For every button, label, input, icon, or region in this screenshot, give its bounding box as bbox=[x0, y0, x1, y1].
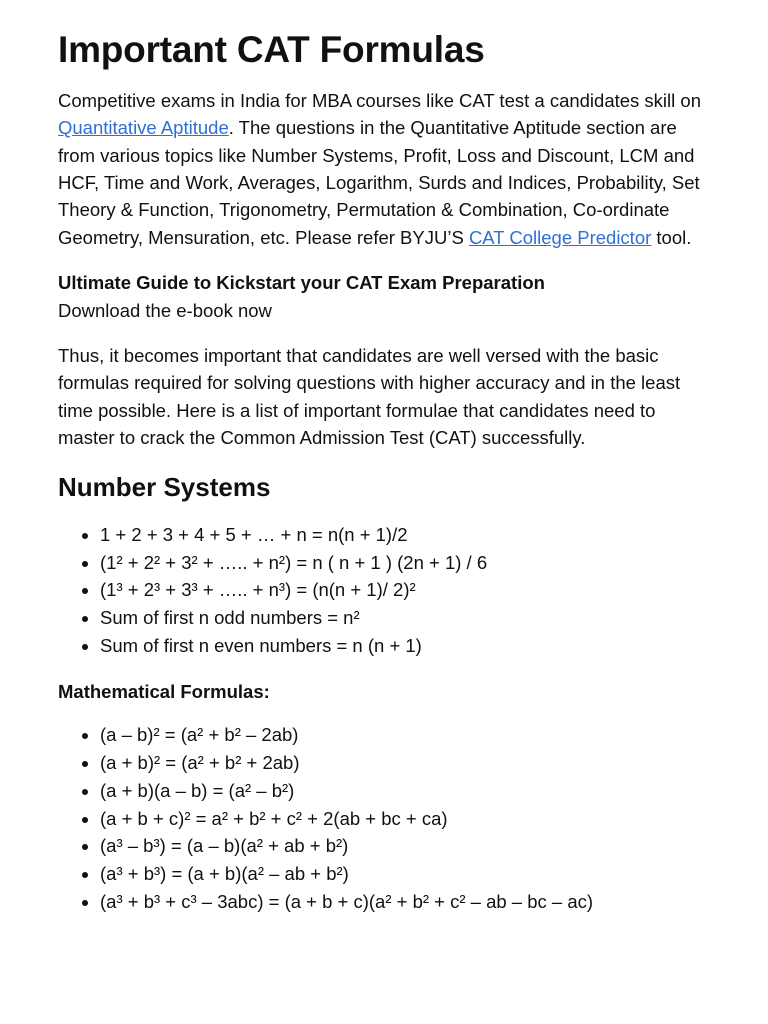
intro-paragraph bbox=[58, 87, 710, 251]
cat-college-predictor-link[interactable]: CAT College Predictor bbox=[468, 226, 652, 248]
ebook-download-text: Download the e-book now bbox=[58, 299, 272, 321]
list-item: • (a³ + b³ + c³ – 3abc) = (a + b + c)(a² + b² + c² – ab – bc – ac) bbox=[100, 888, 710, 916]
list-item: • (a + b + c)² = a² + b² + c² + 2(ab + bc + ca) bbox=[100, 805, 710, 833]
list-item: • Sum of first n odd numbers = n² bbox=[100, 604, 710, 632]
intro-text-1: Competitive exams in India for MBA courses like CAT test a candidates skill on bbox=[58, 89, 701, 111]
quantitative-aptitude-link[interactable]: Quantitative Aptitude bbox=[58, 117, 229, 139]
list-item: • Sum of first n even numbers = n (n + 1) bbox=[100, 632, 710, 660]
list-item: • (a – b)² = (a² + b² – 2ab) bbox=[100, 721, 710, 749]
list-item: • (a³ – b³) = (a – b)(a² + ab + b²) bbox=[100, 832, 710, 860]
number-systems-heading: Number Systems bbox=[58, 471, 271, 502]
importance-paragraph: Thus, it becomes important that candidates are well versed with the basic formulas required for solving questions with higher accuracy and in the least time possible. Here is a list of important formulae that candidates need to master to crack the Common Admission Test (CAT) successfully. bbox=[58, 344, 681, 449]
list-item: • (1³ + 2³ + 3³ + ….. + n³) = (n(n + 1)/ 2)² bbox=[100, 576, 710, 604]
intro-text-2: . The questions in the Quantitative Aptitude section are from various topics like Number Systems, Profit, Loss and Discount, LCM and HCF, Time and Work, Averages, Logarithm, Surds and Indices, Probability, Set Theory & Function, Trigonometry, Permutation & Combination, Co-ordinate Geometry, Mensuration, etc. Please refer BYJU’S bbox=[58, 117, 700, 248]
list-item: • (a + b)(a – b) = (a² – b²) bbox=[100, 777, 710, 805]
number-systems-list bbox=[58, 521, 710, 660]
list-item: • (a³ + b³) = (a + b)(a² – ab + b²) bbox=[100, 860, 710, 888]
mathematical-formulas-list bbox=[58, 721, 710, 916]
ebook-title: Ultimate Guide to Kickstart your CAT Exam Preparation bbox=[58, 272, 545, 294]
list-item: • 1 + 2 + 3 + 4 + 5 + … + n = n(n + 1)/2 bbox=[100, 521, 710, 549]
list-item: • (1² + 2² + 3² + ….. + n²) = n ( n + 1 ) (2n + 1) / 6 bbox=[100, 549, 710, 577]
ebook-promo bbox=[58, 269, 710, 324]
intro-text-3: tool. bbox=[651, 226, 692, 248]
mathematical-formulas-heading: Mathematical Formulas: bbox=[58, 680, 270, 702]
page-title: Important CAT Formulas bbox=[58, 29, 485, 70]
list-item: • (a + b)² = (a² + b² + 2ab) bbox=[100, 749, 710, 777]
